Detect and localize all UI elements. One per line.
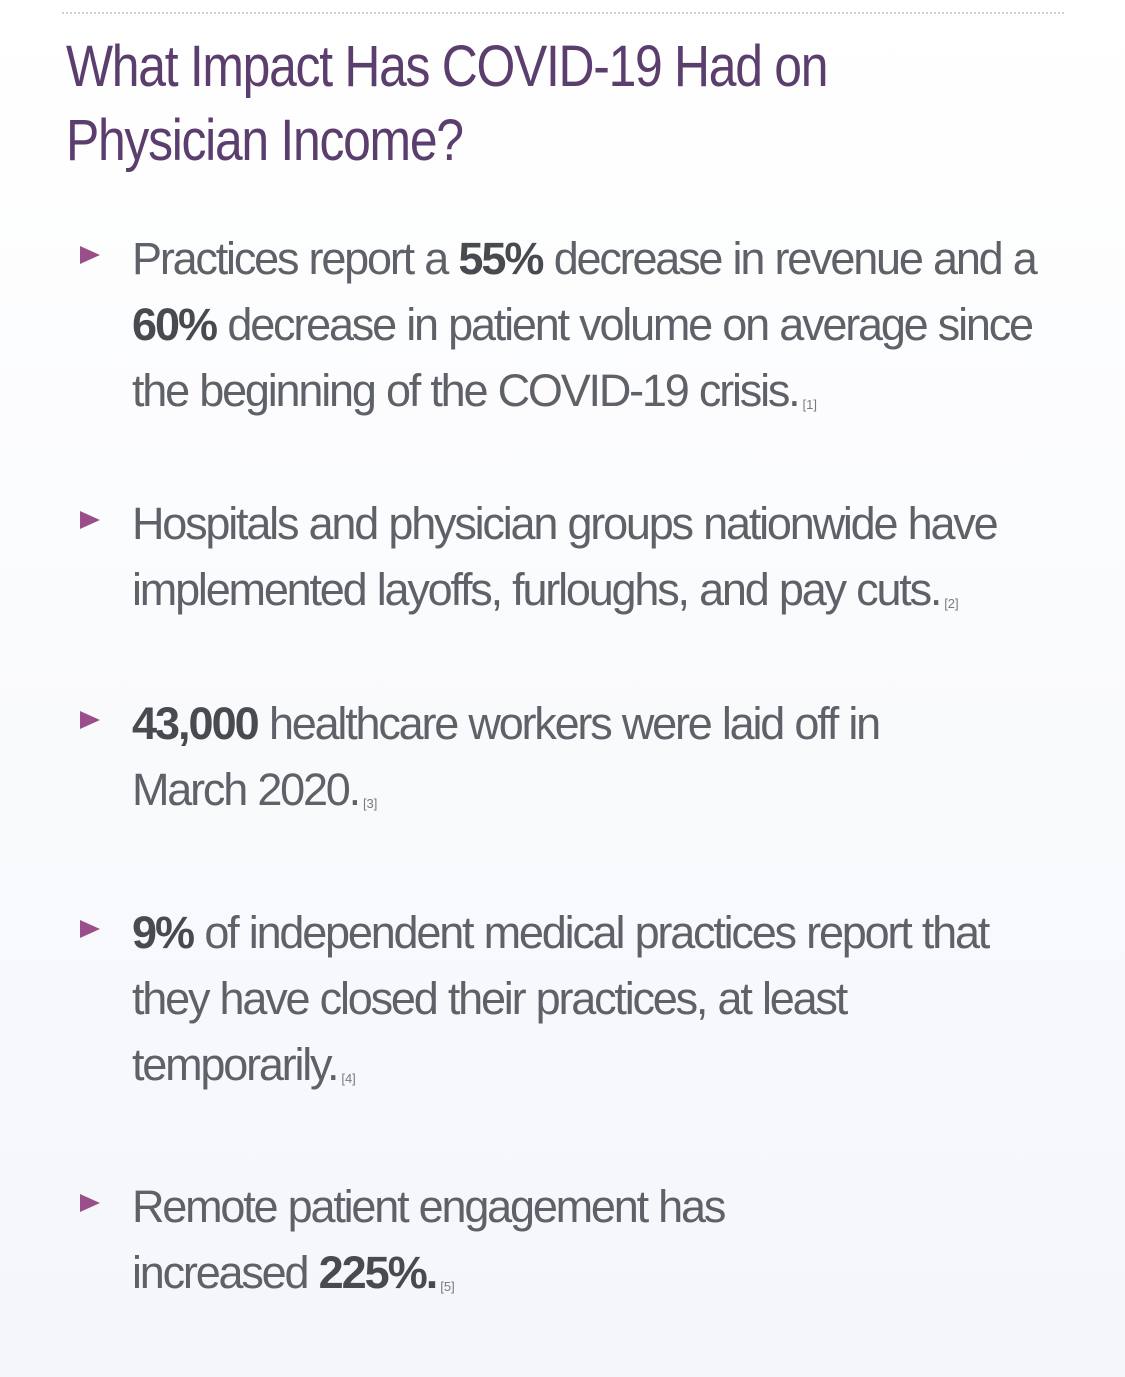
triangle-right-icon [80,711,100,729]
bullet-stat: 9% [132,907,194,958]
citation-ref: [4] [341,1071,356,1086]
citation-ref: [5] [440,1279,455,1294]
bullet-text [132,491,1072,623]
bullet-text [132,226,1072,424]
bullet-text-part: decrease in revenue and a [542,233,1036,284]
bullet-text-part: decrease in patient volume on average since the beginning of the COVID-19 crisis. [132,299,1032,416]
triangle-right-icon [80,246,100,264]
citation-ref: [1] [802,397,817,412]
bullet-text-part: Remote patient engagement has increased [132,1181,725,1298]
bullet-stat: 225%. [318,1247,437,1298]
bullet-stat: 60% [132,299,217,350]
citation-ref: [3] [362,796,378,811]
triangle-right-icon [80,1194,100,1212]
triangle-right-icon [80,920,100,938]
triangle-right-icon [80,511,100,529]
page-title: What Impact Has COVID-19 Had on Physician Income? [66,34,828,173]
bullet-stat: 55% [458,233,543,284]
bullet-text [132,900,992,1098]
bullet-text-part: of independent medical practices report that they have closed their practices, at least temporarily. [132,907,989,1090]
bullet-text-part: healthcare workers were laid off in March 2020. [132,698,879,815]
bullet-text [132,691,952,823]
bullet-stat: 43,000 [132,698,258,749]
bullet-text-part: Practices report a [132,233,459,284]
citation-ref: [2] [944,596,959,611]
bullet-text-part: Hospitals and physician groups nationwide have implemented layoffs, furloughs, and pay cuts. [132,498,997,615]
bullet-text [132,1174,792,1306]
